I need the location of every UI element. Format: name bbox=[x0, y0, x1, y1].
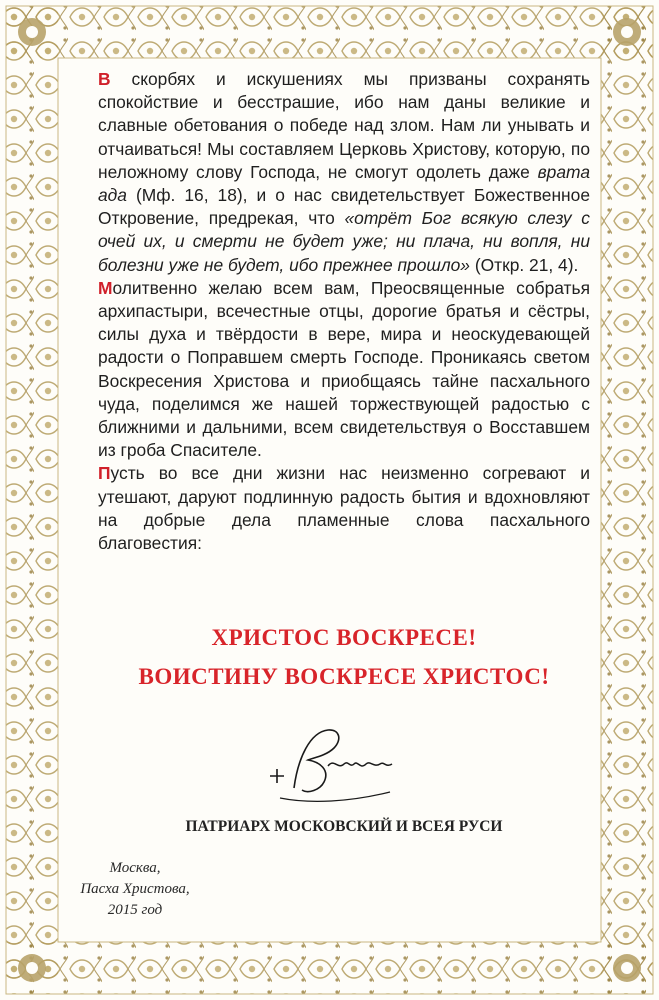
dropcap: П bbox=[98, 463, 111, 484]
paragraph-1 bbox=[98, 68, 590, 277]
text-run: (Откр. 21, 4). bbox=[469, 254, 579, 275]
place-and-date bbox=[60, 858, 210, 921]
paragraph-2 bbox=[98, 277, 590, 463]
text-run-italic: врата ада bbox=[98, 161, 590, 206]
occasion: Пасха Христова, bbox=[80, 881, 190, 897]
text-run: олитвенно желаю всем вам, Преосвященные собратья архипастыри, всечестные отцы, дорогие братья и сёстры, силы духа и твёрдости в вере, мира и неоскудевающей радости о Поправшем смерть Господе. Проникаясь светом Воскресения Христова и приобщаясь тайне пасхального чуда, поделимся же нашей торжествующей радостью с ближними и дальними, всем свидетельствуя о Восставшем из гроба Спасителе. bbox=[98, 277, 590, 461]
paragraph-3 bbox=[98, 462, 590, 555]
year: 2015 год bbox=[107, 902, 163, 918]
handwritten-signature bbox=[250, 718, 410, 818]
easter-response: ВОИСТИНУ ВОСКРЕСЕ ХРИСТОС! bbox=[138, 664, 550, 689]
text-run: скорбях и искушениях мы призваны сохранять спокойствие и бесстрашие, ибо нам даны великие и славные обетования о победе над злом. Нам ли унывать и отчаиваться! Мы составляем Церковь Христову, которую, по неложному слову Господа, не смогут одолеть даже bbox=[98, 69, 590, 182]
city: Москва, bbox=[109, 860, 161, 876]
dropcap: М bbox=[98, 277, 113, 298]
text-run: (Мф. 16, 18), и о нас свидетельствует Божественное Откровение, предрекая, что bbox=[98, 185, 590, 229]
letter-body bbox=[98, 68, 590, 555]
scripture-quote: «отрёт Бог всякую слезу с очей их, и смерти не будет уже; ни плача, ни вопля, ни болезни уже не будет, ибо прежнее прошло» bbox=[98, 208, 590, 275]
dropcap: В bbox=[98, 69, 111, 89]
text-run: усть во все дни жизни нас неизменно согревают и утешают, даруют подлинную радость бытия и вдохновляют на добрые дела пламенные слова пасхального благовестия: bbox=[98, 463, 590, 554]
easter-greeting: ХРИСТОС ВОСКРЕСЕ! bbox=[211, 625, 477, 650]
signatory-title: ПАТРИАРХ МОСКОВСКИЙ И ВСЕЯ РУСИ bbox=[185, 818, 503, 835]
